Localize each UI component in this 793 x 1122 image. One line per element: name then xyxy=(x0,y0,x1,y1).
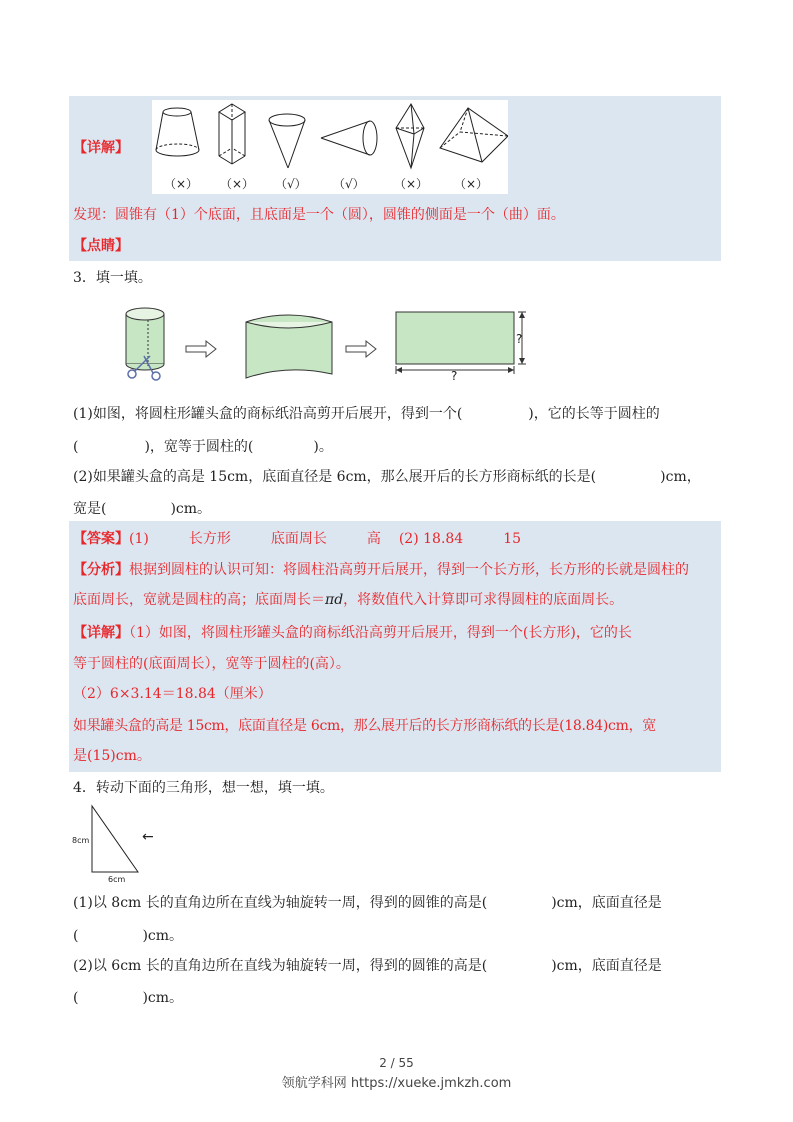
shape-mark-6: （×） xyxy=(454,177,489,191)
rotate-arrow-icon: ← xyxy=(142,829,154,845)
detail-line1: 【详解】（1）如图，将圆柱形罐头盒的商标纸沿高剪开后展开，得到一个(长方形)，它的长 xyxy=(73,625,632,641)
answer-line: 【答案】(1) 长方形 底面周长 高 (2) 18.84 15 xyxy=(73,531,522,547)
shape-mark-2: （×） xyxy=(220,177,255,191)
discovery-line: 发现：圆锥有（1）个底面，且底面是一个（圆），圆锥的侧面是一个（曲）面。 xyxy=(73,207,565,223)
q3-part2-line2: 宽是( )cm。 xyxy=(73,501,212,517)
cylinder-unfold-figure xyxy=(120,300,530,386)
detail-line4: 如果罐头盒的高是 15cm，底面直径是 6cm，那么展开后的长方形商标纸的长是(18.84)cm，宽 xyxy=(73,718,656,734)
q3-title: 3．填一填。 xyxy=(73,270,152,286)
q4-part2-line1: (2)以 6cm 长的直角边所在直线为轴旋转一周，得到的圆锥的高是( )cm，底面直径是 xyxy=(73,958,662,974)
q3-part1-line2: ( )，宽等于圆柱的( )。 xyxy=(73,439,333,455)
solid-shapes-figure xyxy=(152,100,508,194)
detail-line5: 是(15)cm。 xyxy=(73,748,151,764)
q4-part1-line1: (1)以 8cm 长的直角边所在直线为轴旋转一周，得到的圆锥的高是( )cm，底面直径是 xyxy=(73,895,662,911)
q4-part1-line2: ( )cm。 xyxy=(73,928,184,944)
shape-mark-4: （√） xyxy=(333,177,365,191)
fig-width-q: ? xyxy=(451,369,458,383)
footer-site-link[interactable]: 领航学科网 https://xueke.jmkzh.com xyxy=(281,1076,512,1091)
fig-height-q: ? xyxy=(516,332,523,346)
analysis-line1: 【分析】根据到圆柱的认识可知：将圆柱沿高剪开后展开，得到一个长方形，长方形的长就是圆柱的 xyxy=(73,562,689,578)
q4-title: 4．转动下面的三角形，想一想，填一填。 xyxy=(73,780,334,796)
detail-line2: 等于圆柱的(底面周长），宽等于圆柱的(高）。 xyxy=(73,656,350,672)
triangle-base-label: 6cm xyxy=(108,875,126,884)
tag-xiangjie-1: 【详解】 xyxy=(73,140,129,156)
analysis-line2: 底面周长，宽就是圆柱的高；底面周长＝πd，将数值代入计算即可求得圆柱的底面周长。 xyxy=(73,592,624,608)
triangle-side-label: 8cm xyxy=(72,836,90,845)
q3-part2-line1: (2)如果罐头盒的高是 15cm，底面直径是 6cm，那么展开后的长方形商标纸的长是( )cm， xyxy=(73,469,701,485)
detail-line3: （2）6×3.14＝18.84（厘米） xyxy=(73,686,272,702)
shape-mark-5: （×） xyxy=(394,177,429,191)
cylinder-unfold-drawing xyxy=(120,300,530,386)
triangle-figure xyxy=(72,804,182,886)
q3-part1-line1: (1)如图，将圆柱形罐头盒的商标纸沿高剪开后展开，得到一个( )，它的长等于圆柱的 xyxy=(73,406,660,422)
shape-mark-3: （√） xyxy=(275,177,307,191)
tag-dianjing: 【点睛】 xyxy=(73,238,129,254)
shape-mark-1: （×） xyxy=(164,177,199,191)
triangle-drawing xyxy=(72,804,182,886)
shapes-drawing xyxy=(152,100,508,194)
page-number: 2 / 55 xyxy=(379,1056,414,1070)
q4-part2-line2: ( )cm。 xyxy=(73,990,184,1006)
